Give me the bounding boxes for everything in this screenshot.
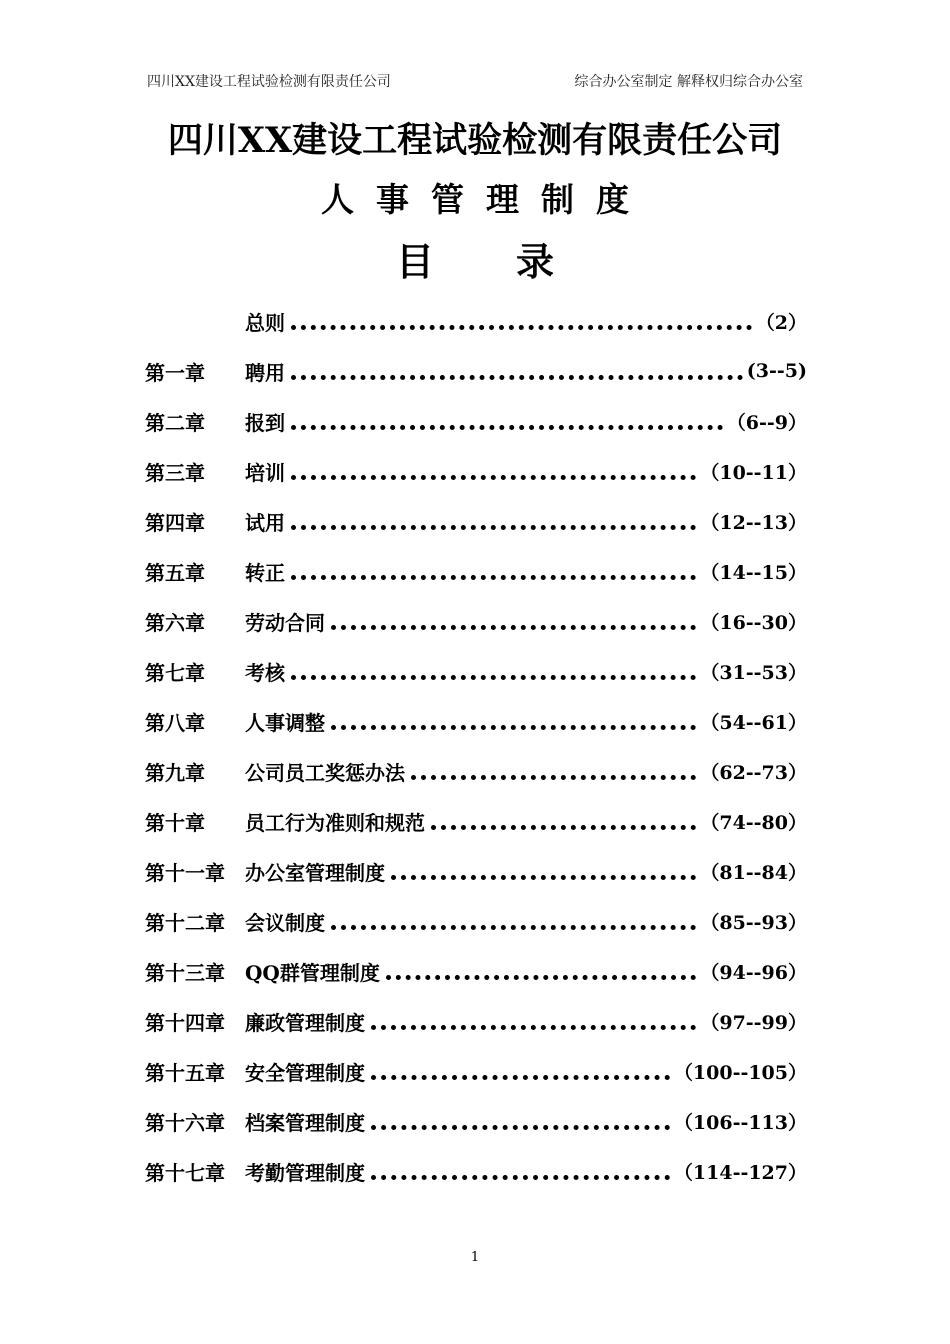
toc-chapter-number: 第三章 — [145, 460, 205, 485]
document-title: 人事管理制度 — [321, 180, 651, 219]
toc-dot-leader — [291, 305, 752, 330]
page-number: 1 — [470, 1250, 480, 1265]
toc-entry[interactable] — [145, 446, 807, 496]
toc-dot-leader — [291, 555, 696, 580]
toc-chapter-number: 第十一章 — [145, 860, 225, 885]
toc-chapter-number: 第一章 — [145, 360, 205, 385]
toc-heading: 目录 — [395, 239, 636, 284]
header-note: 综合办公室制定 解释权归综合办公室 — [574, 74, 803, 90]
toc-entry[interactable] — [145, 896, 807, 946]
toc-dot-leader — [386, 955, 697, 980]
toc-chapter-number: 第十六章 — [145, 1110, 225, 1135]
toc-chapter-number: 第六章 — [145, 610, 205, 635]
toc-chapter-number: 第八章 — [145, 710, 205, 735]
toc-page-range: （85--93） — [700, 911, 807, 934]
toc-dot-leader — [331, 605, 696, 630]
page-header — [147, 70, 803, 92]
toc-page-range: （12--13） — [700, 511, 807, 534]
toc-page-range: (3--5) — [746, 360, 807, 382]
header-company: 四川XX建设工程试验检测有限责任公司 — [147, 74, 391, 90]
toc-page-range: （54--61） — [700, 711, 807, 734]
toc-chapter-title: 人事调整 — [245, 710, 325, 735]
toc-dot-leader — [371, 1155, 670, 1180]
toc-dot-leader — [291, 355, 743, 380]
toc-entry[interactable] — [145, 296, 807, 346]
title-block — [0, 118, 950, 288]
toc-entry[interactable] — [145, 546, 807, 596]
toc-page-range: （2） — [755, 311, 807, 334]
toc-page-range: （74--80） — [700, 811, 807, 834]
toc-chapter-title: 转正 — [245, 560, 285, 585]
toc-entry[interactable] — [145, 1046, 807, 1096]
toc-entry[interactable] — [145, 396, 807, 446]
toc-chapter-title: 公司员工奖惩办法 — [245, 760, 405, 785]
toc-page-range: （94--96） — [700, 961, 807, 984]
toc-entry[interactable] — [145, 1096, 807, 1146]
toc-chapter-title: 办公室管理制度 — [245, 860, 385, 885]
toc-chapter-title: 档案管理制度 — [245, 1110, 365, 1135]
toc-entry[interactable] — [145, 496, 807, 546]
toc-page-range: （106--113） — [673, 1111, 807, 1134]
toc-chapter-title: 试用 — [245, 510, 285, 535]
toc-dot-leader — [371, 1105, 670, 1130]
toc-entry[interactable] — [145, 796, 807, 846]
toc-entry[interactable] — [145, 846, 807, 896]
toc-entry[interactable] — [145, 696, 807, 746]
toc-page-range: （62--73） — [700, 761, 807, 784]
toc-chapter-number: 第十五章 — [145, 1060, 225, 1085]
toc-page-range: （14--15） — [700, 561, 807, 584]
toc-dot-leader — [431, 805, 696, 830]
toc-chapter-number: 第九章 — [145, 760, 205, 785]
toc-page-range: （31--53） — [700, 661, 807, 684]
toc-chapter-number: 第五章 — [145, 560, 205, 585]
toc-dot-leader — [411, 755, 696, 780]
toc-dot-leader — [391, 855, 696, 880]
toc-chapter-title: 会议制度 — [245, 910, 325, 935]
toc-chapter-title: 总则 — [245, 310, 285, 335]
toc-entry[interactable] — [145, 746, 807, 796]
toc-chapter-title: 考勤管理制度 — [245, 1160, 365, 1185]
toc-dot-leader — [291, 405, 723, 430]
toc-dot-leader — [371, 1055, 670, 1080]
toc-chapter-number: 第十章 — [145, 810, 205, 835]
toc-chapter-number: 第四章 — [145, 510, 205, 535]
toc-chapter-number: 第十三章 — [145, 960, 225, 985]
toc-entry[interactable] — [145, 1146, 807, 1196]
toc-entry[interactable] — [145, 946, 807, 996]
toc-chapter-title: 劳动合同 — [245, 610, 325, 635]
toc-chapter-title: 聘用 — [245, 360, 285, 385]
toc-page-range: （81--84） — [700, 861, 807, 884]
toc-chapter-title: 廉政管理制度 — [245, 1010, 365, 1035]
toc-entry[interactable] — [145, 596, 807, 646]
toc-entry[interactable] — [145, 996, 807, 1046]
toc-dot-leader — [331, 705, 696, 730]
toc-page-range: （97--99） — [700, 1011, 807, 1034]
toc-chapter-number: 第二章 — [145, 410, 205, 435]
toc-chapter-title: 员工行为准则和规范 — [245, 810, 425, 835]
toc-dot-leader — [291, 505, 696, 530]
toc-dot-leader — [291, 455, 696, 480]
toc-entry[interactable] — [145, 346, 807, 396]
company-title: 四川XX建设工程试验检测有限责任公司 — [167, 120, 783, 161]
toc-chapter-number: 第十二章 — [145, 910, 225, 935]
toc-entry[interactable] — [145, 646, 807, 696]
toc-dot-leader — [291, 655, 696, 680]
toc-page-range: （100--105） — [673, 1061, 807, 1084]
toc-page-range: （16--30） — [700, 611, 807, 634]
toc-chapter-number: 第七章 — [145, 660, 205, 685]
toc-dot-leader — [331, 905, 696, 930]
toc-chapter-title: QQ群管理制度 — [245, 960, 380, 985]
toc-page-range: （114--127） — [673, 1161, 807, 1184]
toc-chapter-title: 报到 — [245, 410, 285, 435]
toc-chapter-number: 第十七章 — [145, 1160, 225, 1185]
toc-chapter-title: 安全管理制度 — [245, 1060, 365, 1085]
toc-page-range: （10--11） — [700, 461, 807, 484]
toc-chapter-title: 考核 — [245, 660, 285, 685]
toc-chapter-title: 培训 — [245, 460, 285, 485]
toc-page-range: （6--9） — [726, 411, 807, 434]
toc-chapter-number: 第十四章 — [145, 1010, 225, 1035]
toc-dot-leader — [371, 1005, 696, 1030]
table-of-contents — [145, 296, 807, 1196]
